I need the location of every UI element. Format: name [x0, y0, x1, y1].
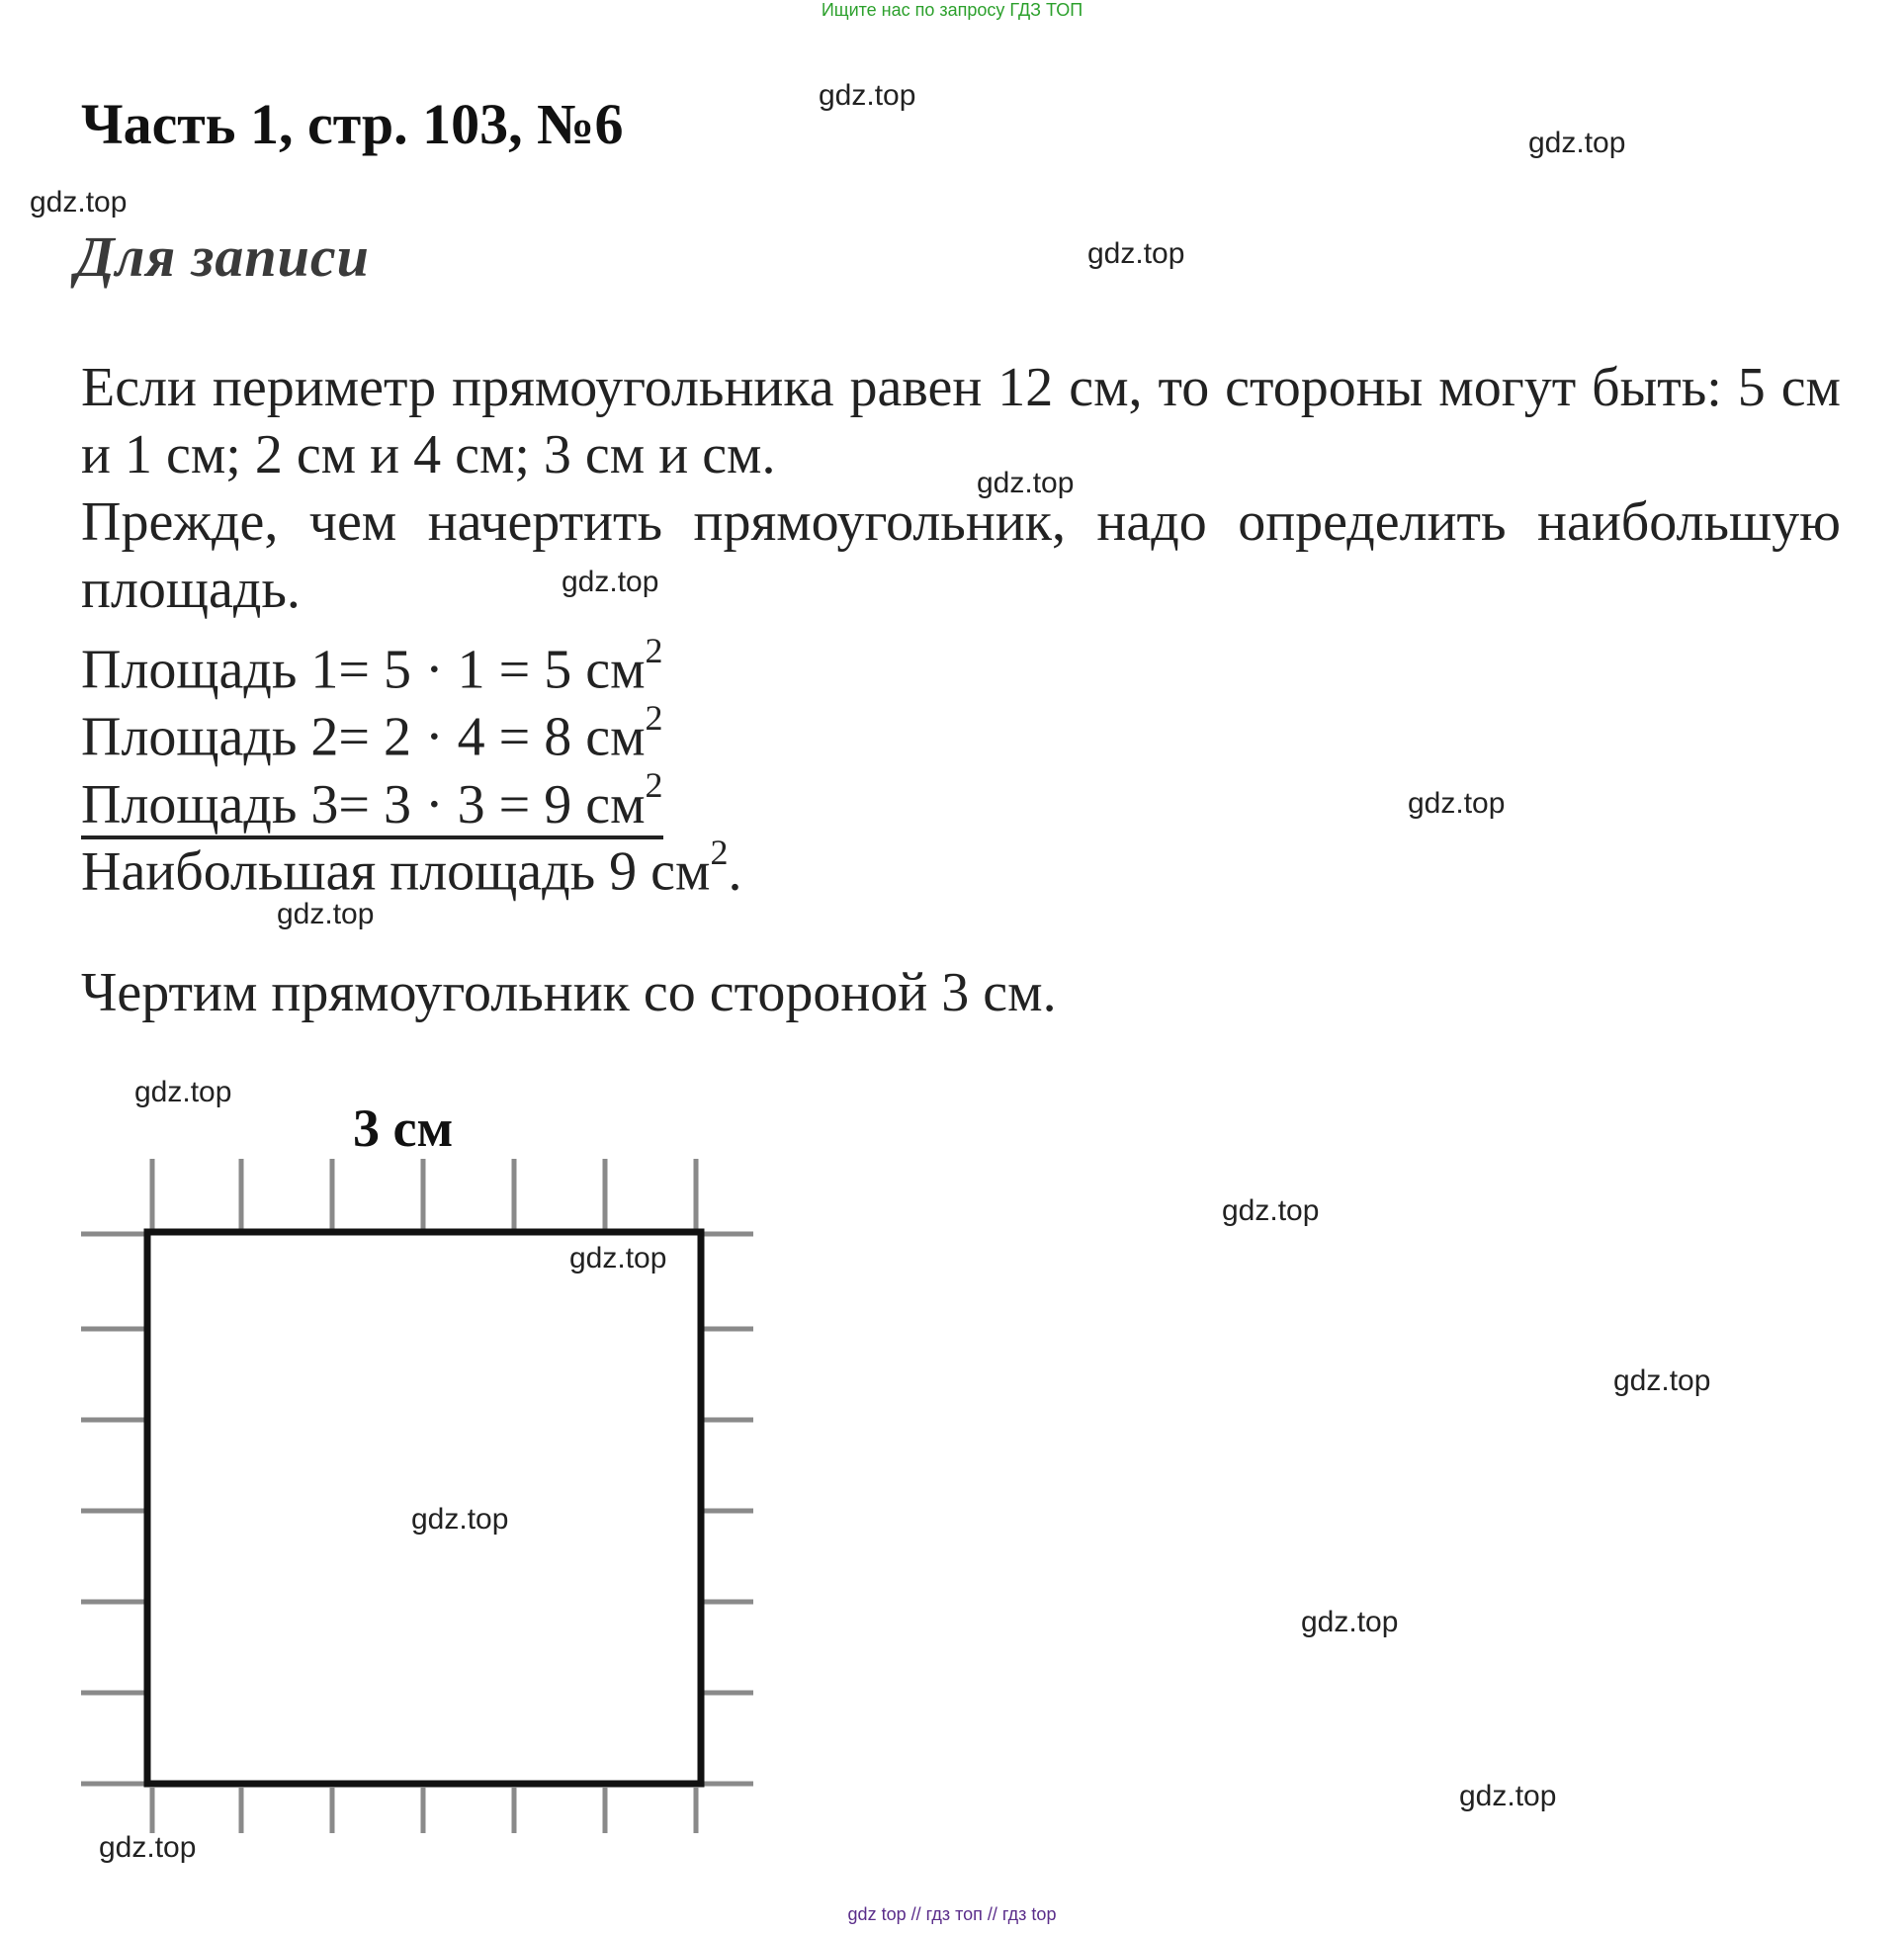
watermark: gdz.top: [977, 467, 1075, 499]
watermark: gdz.top: [1301, 1606, 1399, 1638]
grid-ticks-bottom: [152, 1788, 696, 1833]
grid-ticks-top: [152, 1159, 696, 1234]
area-line-1-text: Площадь 1= 5 · 1 = 5 см: [81, 639, 646, 701]
watermark: gdz.top: [819, 79, 916, 112]
grid-ticks-left: [81, 1234, 150, 1784]
section-subtitle: Для записи: [75, 224, 370, 289]
paragraph-perimeter: Если периметр прямоугольника равен 12 см, то стороны могут быть: 5 см и 1 см; 2 см и 4 см; 3 см и см.: [81, 357, 1841, 485]
draw-instruction: Чертим прямоугольник со стороной 3 см.: [81, 962, 1057, 1023]
top-banner: Ищите нас по запросу ГДЗ ТОП: [821, 0, 1083, 20]
max-area-period: .: [728, 840, 742, 903]
watermark: gdz.top: [277, 898, 375, 930]
watermark: gdz.top: [1613, 1364, 1711, 1397]
figure-label: 3 см: [353, 1099, 454, 1158]
page-title: Часть 1, стр. 103, №6: [81, 92, 624, 156]
max-area-exponent: 2: [710, 833, 729, 872]
max-area-text: Наибольшая площадь 9 см: [81, 840, 711, 903]
watermark: gdz.top: [30, 186, 128, 219]
watermark: gdz.top: [1222, 1194, 1320, 1227]
area-line-1-exponent: 2: [645, 631, 663, 670]
area-line-3-exponent: 2: [645, 765, 663, 805]
watermark: gdz.top: [569, 1242, 667, 1275]
max-area-line: [81, 825, 741, 906]
watermark: gdz.top: [99, 1831, 197, 1864]
watermark: gdz.top: [1408, 787, 1506, 820]
watermark: gdz.top: [411, 1503, 509, 1536]
area-line-2-exponent: 2: [645, 698, 663, 738]
watermark: gdz.top: [1528, 127, 1626, 159]
watermark: gdz.top: [134, 1076, 232, 1108]
footer-links: gdz top // гдз топ // гдз top: [847, 1904, 1057, 1924]
area-line-3-text: Площадь 3= 3 · 3 = 9 см: [81, 773, 646, 835]
area-line-2-text: Площадь 2= 2 · 4 = 8 см: [81, 706, 646, 768]
watermark: gdz.top: [1459, 1780, 1557, 1812]
watermark: gdz.top: [1087, 237, 1185, 270]
paragraph-area-intro: Прежде, чем начертить прямоугольник, надо определить наибольшую площадь.: [81, 491, 1841, 620]
watermark: gdz.top: [562, 566, 659, 598]
